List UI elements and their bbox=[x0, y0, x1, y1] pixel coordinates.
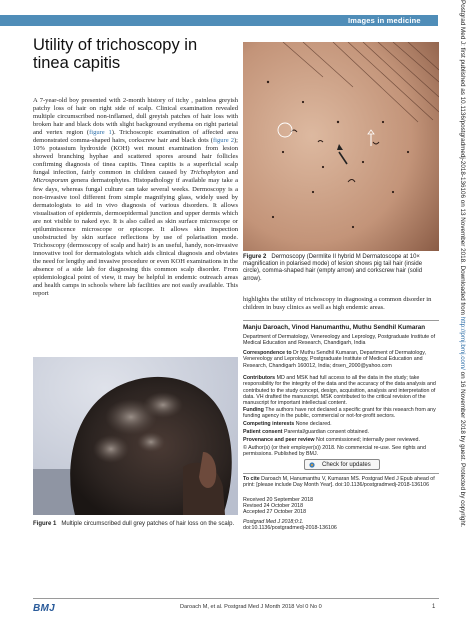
affiliation: Department of Dermatology, Venereology and Leprology, Postgraduate Institute of Medical Education and Research, Chandigarh, India bbox=[243, 334, 436, 347]
article-body: A 7-year-old boy presented with 2-month history of itchy , painless greyish patchy loss of hair on right side of scalp. Clinical examination revealed multiple circumscribed non-inflamed, dull greyish patches of hair loss with broken hair and black dots with slight background erythema on right parietal and vertex region (figure 1). Trichoscopic examination of affected area demonstrated comma-shaped hairs, corkscrew hair and black dots (figure 2); 10% potassium hydroxide (KOH) wet mount examination from lesion showed branching hyphae and scattered spores around hair follicles confirming diagnosis of tinea capitis. Tinea capitis is a superficial scalp fungal infection, fairly common in children caused by Trichophyton and Microsporum genera dermatophytes. Histopathology if available may take a few days, whereas fungal culture can take several weeks. Dermoscopy is a non-invasive tool different from simple magnifying glass, widely used by dermatologists to aid in vivo diagnosis of various disorders. It allows visualisation of epidermis, dermoepidermal junction and upper dermis which are not visible to naked eye. It is also called as skin surface microscope or epiluminiscence microscope or episcope. It allows skin inspection unobstructed by skin surface reflections by use of polarisation mode. Trichoscopy (dermoscopy of scalp and hair) is an useful, handy, non-invasive innovative tool for dermatologists which aids clinical diagnosis and obviates the need for lengthy and invasive procedure or even KOH examinations in the absence of a side lab for diagnosing this common scalp disorder. From epidemiological point of view, it may be helpful in endemic outreach areas and health camps in schools where lab facilities are not easily available. This report bbox=[33, 97, 239, 298]
copyright: © Author(s) (or their employer(s)) 2018. No commercial re-use. See rights and permissions. Published by BMJ. bbox=[243, 445, 426, 458]
bmj-logo: BMJ bbox=[33, 603, 56, 614]
update-icon bbox=[309, 462, 315, 468]
competing-interests: Competing interests None declared. bbox=[243, 421, 332, 427]
journal-ref: Postgrad Med J 2018;0:1. bbox=[243, 519, 304, 525]
section-tag: Images in medicine bbox=[348, 16, 421, 25]
provenance: Provenance and peer review Not commissioned; internally peer reviewed. bbox=[243, 437, 420, 443]
correspondence: Correspondence to Dr Muthu Sendhil Kumaran, Department of Dermatology, Venereology and Leprology, Postgraduate Institute of Medical Education and Research, Chandigarh 160012, India; drsen_2000@yahoo.com bbox=[243, 350, 427, 369]
pmj-link[interactable]: http://pmj.bmj.com/ bbox=[459, 316, 466, 370]
funding: Funding The authors have not declared a specific grant for this research from any funding agency in the public, commercial or not-for-profit sectors. bbox=[243, 407, 436, 420]
figure-1-ref[interactable]: figure 1 bbox=[89, 129, 112, 137]
figure-2-ref[interactable]: figure 2 bbox=[212, 137, 234, 145]
divider bbox=[243, 473, 439, 474]
check-for-updates-button[interactable]: Check for updates bbox=[304, 459, 380, 470]
to-cite: To cite Daroach M, Hanumanthu V, Kumaran MS. Postgrad Med J Epub ahead of print: [please include Day Month Year]. doi:10.1136/postgradmedj-2018-136106 bbox=[243, 476, 435, 489]
page-number: 1 bbox=[432, 604, 436, 610]
doi[interactable]: doi:10.1136/postgradmedj-2018-136106 bbox=[243, 525, 337, 531]
sidebar-provenance: Postgrad Med J: first published as 10.1136/postgradmedj-2018-136106 on 13 November 2018. Downloaded from http://pmj.bmj.com/ on 16 November 2018 by guest. Protected by copyright. bbox=[459, 0, 466, 528]
divider bbox=[243, 320, 439, 321]
figure-2-caption: Figure 2 Dermoscopy (Dermlite II hybrid M Dermatoscope at 10× magnification in polarised mode) of lesion shows pig tail hair (inside circle), comma-shaped hair (empty arrow) and corkscrew hair (solid arrow). bbox=[243, 254, 423, 282]
figure-2-image bbox=[243, 42, 439, 251]
revised-date: Revised 24 October 2018 bbox=[243, 503, 304, 509]
patient-consent: Patient consent Parental/guardian consent obtained. bbox=[243, 429, 370, 435]
figure-1-caption: Figure 1 Multiple circumscribed dull grey patches of hair loss on the scalp. bbox=[33, 521, 235, 527]
article-title: Utility of trichoscopy in tinea capitis bbox=[33, 36, 198, 72]
contributors: Contributors MD and MSK had full access to all the data in the study; take responsibility for the integrity of the data and the accuracy of the data analysis and contributed to the study concept, design, acquisition, analysis and interpretation of data. VH drafted the manuscript. MSK contributed to the critical revision of the manuscript for important intellectual content. bbox=[243, 375, 436, 407]
footer-citation: Daroach M, et al. Postgrad Med J Month 2018 Vol 0 No 0 bbox=[180, 604, 322, 610]
received-date: Received 20 September 2018 bbox=[243, 497, 314, 503]
authors: Manju Daroach, Vinod Hanumanthu, Muthu Sendhil Kumaran bbox=[243, 324, 426, 331]
footer-divider bbox=[33, 598, 439, 599]
figure-1-image bbox=[33, 357, 238, 515]
accepted-date: Accepted 27 October 2018 bbox=[243, 509, 307, 515]
article-body-continued: highlights the utility of trichoscopy in diagnosing a common disorder in children in busy clinics as well as high endemic areas. bbox=[243, 296, 432, 312]
